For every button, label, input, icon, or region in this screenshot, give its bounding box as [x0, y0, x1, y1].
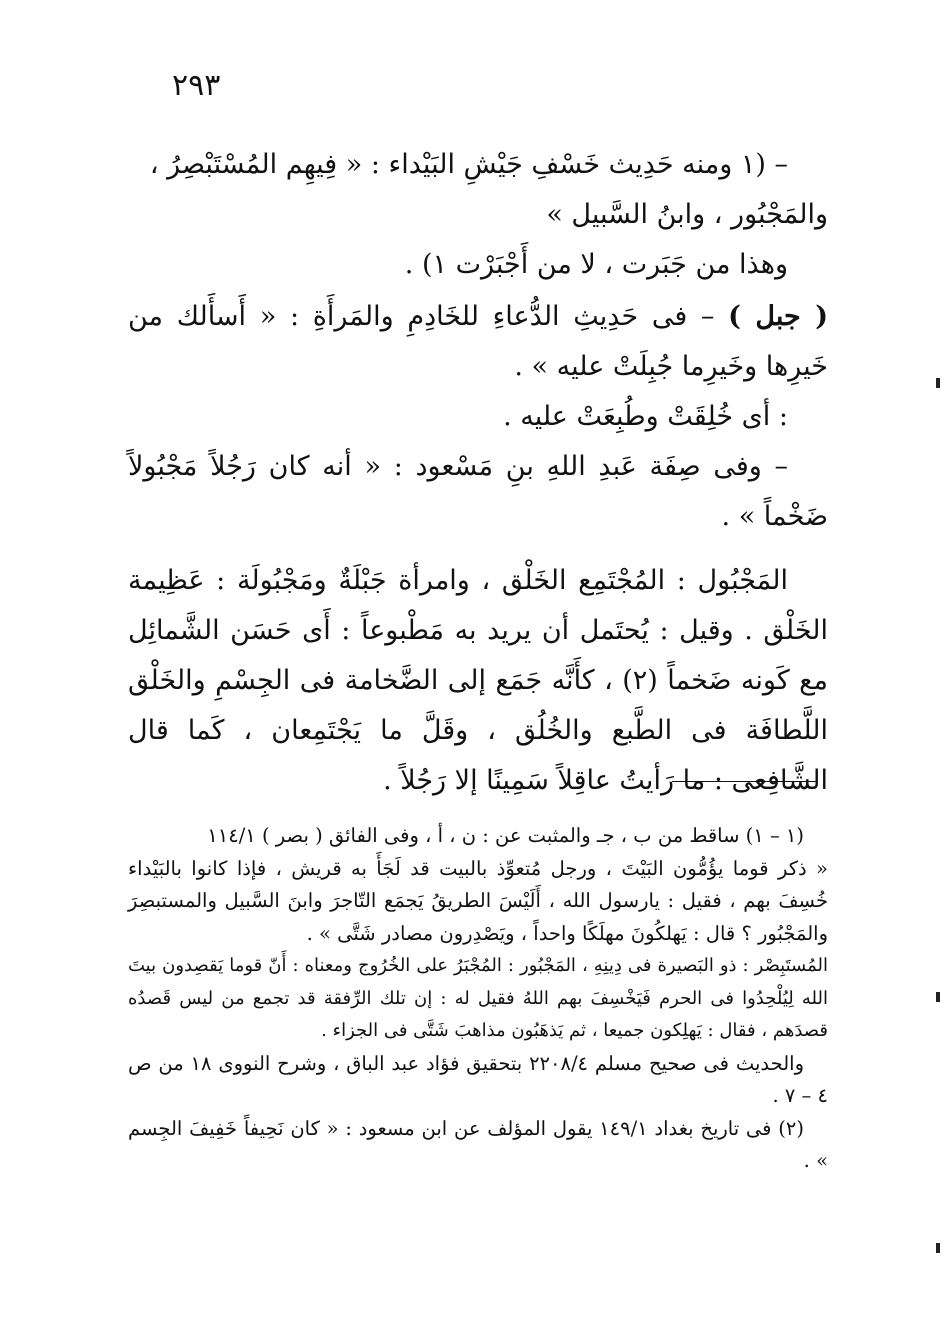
- text-line: وهذا من جَبَرت ، لا من أَجْبَرْت ١) .: [404, 249, 788, 280]
- text-paragraph: المَجْبُول : المُجْتَمِع الخَلْق ، وامرأة جَبْلَةٌ ومَجْبُولَة : عَظِيمة الخَلْق . وقيل : يُحتَمل أن يريد به مَطْبوعاً : أَى حَسَن الشَّمائِل مع كَونه ضَخماً (٢) ، كأَنَّه جَمَع إلى الضَّخامة فى الجِسْمِ والخَلْق اللَّطافَة فى الطَّبع والخُلُق ، وقَلَّ ما يَجْتَمِعان ، كَما قال الشَّافِعى : ما رَأيتُ عاقِلاً سَمِينًا إلا رَجُلاً .: [128, 565, 828, 796]
- scan-edge-mark: [936, 992, 940, 1002]
- footnote-line: (١ – ١) ساقط من ب ، جـ والمثبت عن : ن ، أ ، وفى الفائق ( بصر ) ١١٤/١: [207, 824, 804, 847]
- text-line: : أى خُلِقَتْ وطُبِعَتْ عليه .: [503, 401, 788, 432]
- main-text: [128, 140, 828, 806]
- footnote-line: والحديث فى صحيح مسلم ٢٢٠٨/٤ بتحقيق فؤاد عبد الباق ، وشرح النووى ١٨ من ص ٤ – ٧ .: [128, 1051, 828, 1107]
- footnote-line: المُستَبِصْر : ذو البَصيرة فى دِينِهِ ، المَجْبُور : المُجْبَرُ على الخُرُوج ومعناه : أَنّ قوما يَقصِدون بيتَ الله لِيُلْحِدُوا فى الحرم فَيَخْسِفَ بهم اللهُ فقيل له : إن تلك الرِّفقة قد تجمع من ليس قَصدُه قصدَهم ، فقال : يَهلِكون جميعا ، ثم يَذهَبُون مذاهبَ شَتَّى فى الجزاء .: [128, 955, 828, 1041]
- footnote-divider: [672, 781, 816, 782]
- scan-edge-mark: [936, 378, 940, 388]
- scan-edge-mark: [936, 1243, 940, 1253]
- entry-word: ( جبل ): [728, 301, 828, 332]
- footnote-line: (٢) فى تاريخ بغداد ١٤٩/١ يقول المؤلف عن ابن مسعود : « كان نَحِيفاً خَفِيفَ الجِسم » .: [128, 1116, 828, 1172]
- text-line: – (١ ومنه حَدِيث خَسْفِ جَيْشِ البَيْداء : « فِيهِم المُسْتَبْصِرُ ،: [149, 149, 788, 180]
- text-line: والمَجْبُور ، وابنُ السَّبيل »: [546, 199, 828, 230]
- text-line: – وفى صِفَة عَبدِ اللهِ بنِ مَسْعود : « أنه كان رَجُلاً مَجْبُولاً ضَخْماً » .: [128, 451, 828, 532]
- footnotes: [128, 820, 828, 1178]
- page-number: ٢٩٣: [172, 68, 221, 103]
- entry-text: – فى حَدِيثِ الدُّعاءِ للخَادِمِ والمَرأَةِ : « أَسأَلك من خَيرِها وخَيرِما جُبِلَتْ عليه » .: [128, 301, 828, 382]
- footnote-line: « ذكر قوما يؤُمُّون البَيْتَ ، ورجل مُتعوِّذ بالبيت قد لَجَأَ به قريش ، فإذا كانوا بالبَيْداء خُسِفَ بهم ، فقيل : يارسول الله ، أَلَيْسَ الطريقُ يَجمَع التّاجرَ وابنَ السَّبيل والمستبصِرَ والمَجْبُور ؟ قال : يَهلكُونَ مهلَكًا واحداً ، ويَصْدِرون مصادر شَتَّى » .: [128, 856, 828, 945]
- entry-paragraph: [128, 292, 828, 392]
